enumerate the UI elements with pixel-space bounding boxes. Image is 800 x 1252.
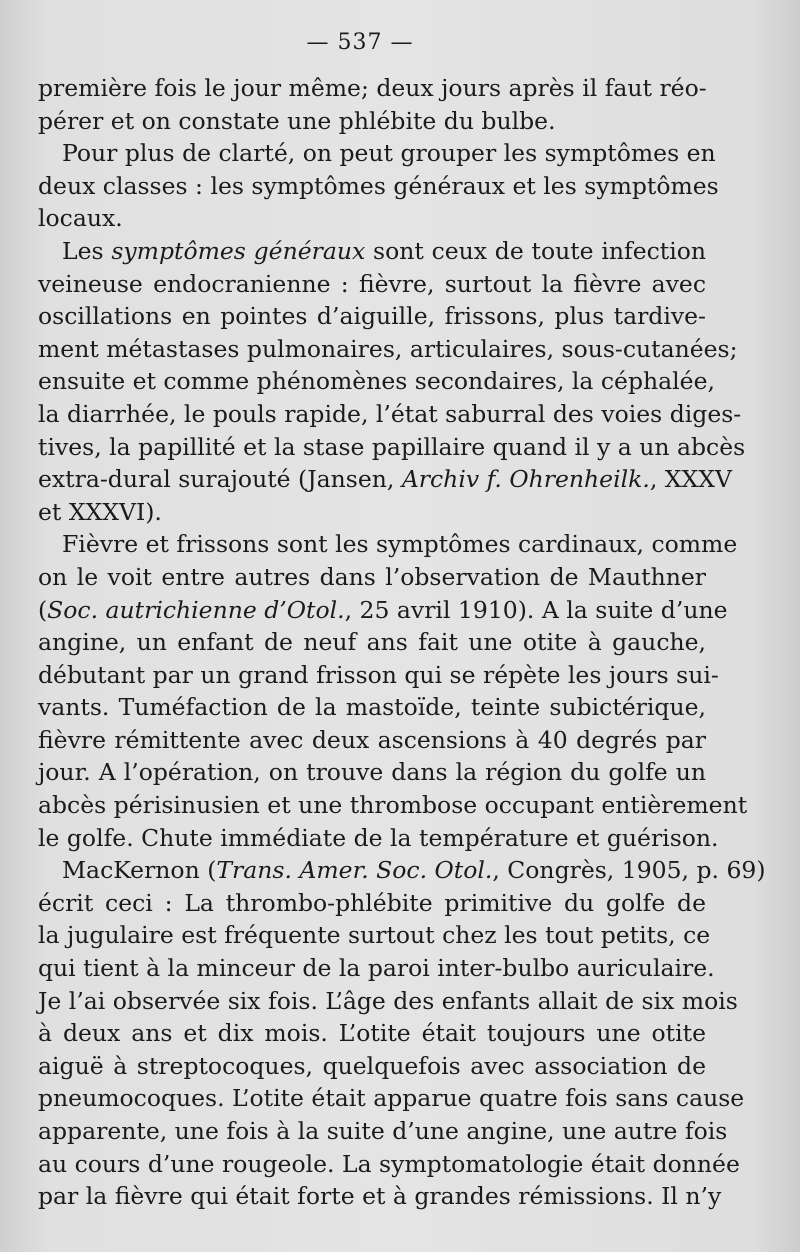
text-line [38, 854, 766, 887]
text-line: aiguë à streptocoques, quelquefois avec association de [38, 1051, 706, 1080]
text-line: vants. Tuméfaction de la mastoïde, teinte subictérique, [38, 693, 706, 722]
italic-reference: Soc. autrichienne d’Otol. [47, 595, 345, 624]
italic-reference: Archiv f. Ohrenheilk. [401, 465, 650, 494]
text-segment: MacKernon ( [62, 856, 217, 885]
text-line: locaux. [38, 204, 123, 233]
text-segment: , 25 avril 1910). A la suite d’une [344, 595, 728, 624]
text-line: écrit ceci : La thrombo-phlébite primitive du golfe de [38, 888, 706, 917]
text-line: au cours d’une rougeole. La symptomatologie était donnée [38, 1149, 740, 1178]
text-line: jour. A l’opération, on trouve dans la région du golfe un [38, 758, 706, 787]
text-segment: Les [62, 236, 112, 265]
text-line: Fièvre et frissons sont les symptômes cardinaux, comme [62, 530, 738, 559]
italic-reference: Trans. Amer. Soc. Otol. [216, 856, 493, 885]
text-line: la diarrhée, le pouls rapide, l’état saburral des voies diges- [38, 399, 742, 428]
text-line: on le voit entre autres dans l’observation de Mauthner [38, 562, 706, 591]
text-segment: extra-dural surajouté (Jansen, [38, 465, 402, 494]
body-text [38, 72, 766, 1213]
text-line [38, 463, 732, 496]
text-line: deux classes : les symptômes généraux et les symptômes [38, 171, 719, 200]
text-line: abcès périsinusien et une thrombose occupant entièrement [38, 791, 748, 820]
text-line: première fois le jour même; deux jours après il faut réo- [38, 74, 707, 102]
text-line: apparente, une fois à la suite d’une angine, une autre fois [38, 1117, 728, 1145]
text-line: ensuite et comme phénomènes secondaires, la céphalée, [38, 367, 715, 396]
text-segment: ( [38, 595, 48, 624]
text-line: veineuse endocranienne : fièvre, surtout la fièvre avec [38, 269, 706, 298]
text-line [38, 235, 706, 268]
text-line [38, 594, 728, 627]
text-line: tives, la papillité et la stase papillaire quand il y a un abcès [38, 432, 746, 461]
text-line: oscillations en pointes d’aiguille, frissons, plus tardive- [38, 302, 706, 331]
text-line: à deux ans et dix mois. L’otite était toujours une otite [38, 1019, 706, 1048]
text-segment: , Congrès, 1905, p. 69) [492, 856, 766, 885]
text-line: et XXXVI). [38, 497, 162, 526]
text-line: Pour plus de clarté, on peut grouper les symptômes en [62, 139, 716, 168]
text-line: ment métastases pulmonaires, articulaires, sous-cutanées; [38, 334, 738, 363]
text-line: pneumocoques. L’otite était apparue quatre fois sans cause [38, 1084, 745, 1113]
text-line: le golfe. Chute immédiate de la température et guérison. [38, 823, 719, 852]
text-line: la jugulaire est fréquente surtout chez les tout petits, ce [38, 921, 711, 950]
text-line: angine, un enfant de neuf ans fait une otite à gauche, [38, 628, 706, 657]
text-segment: sont ceux de toute infection [365, 236, 707, 265]
italic-reference: symptômes généraux [111, 236, 366, 265]
text-segment: , XXXV [649, 465, 732, 494]
text-line: Je l’ai observée six fois. L’âge des enfants allait de six mois [38, 986, 738, 1015]
text-line: débutant par un grand frisson qui se répète les jours sui- [38, 660, 719, 689]
text-line: fièvre rémittente avec deux ascensions à 40 degrés par [38, 725, 706, 754]
text-line: par la fièvre qui était forte et à grandes rémissions. Il n’y [38, 1182, 722, 1211]
page-number: — 537 — [306, 30, 414, 55]
text-line: qui tient à la minceur de la paroi inter-bulbo auriculaire. [38, 954, 715, 983]
text-line: pérer et on constate une phlébite du bulbe. [38, 106, 556, 135]
